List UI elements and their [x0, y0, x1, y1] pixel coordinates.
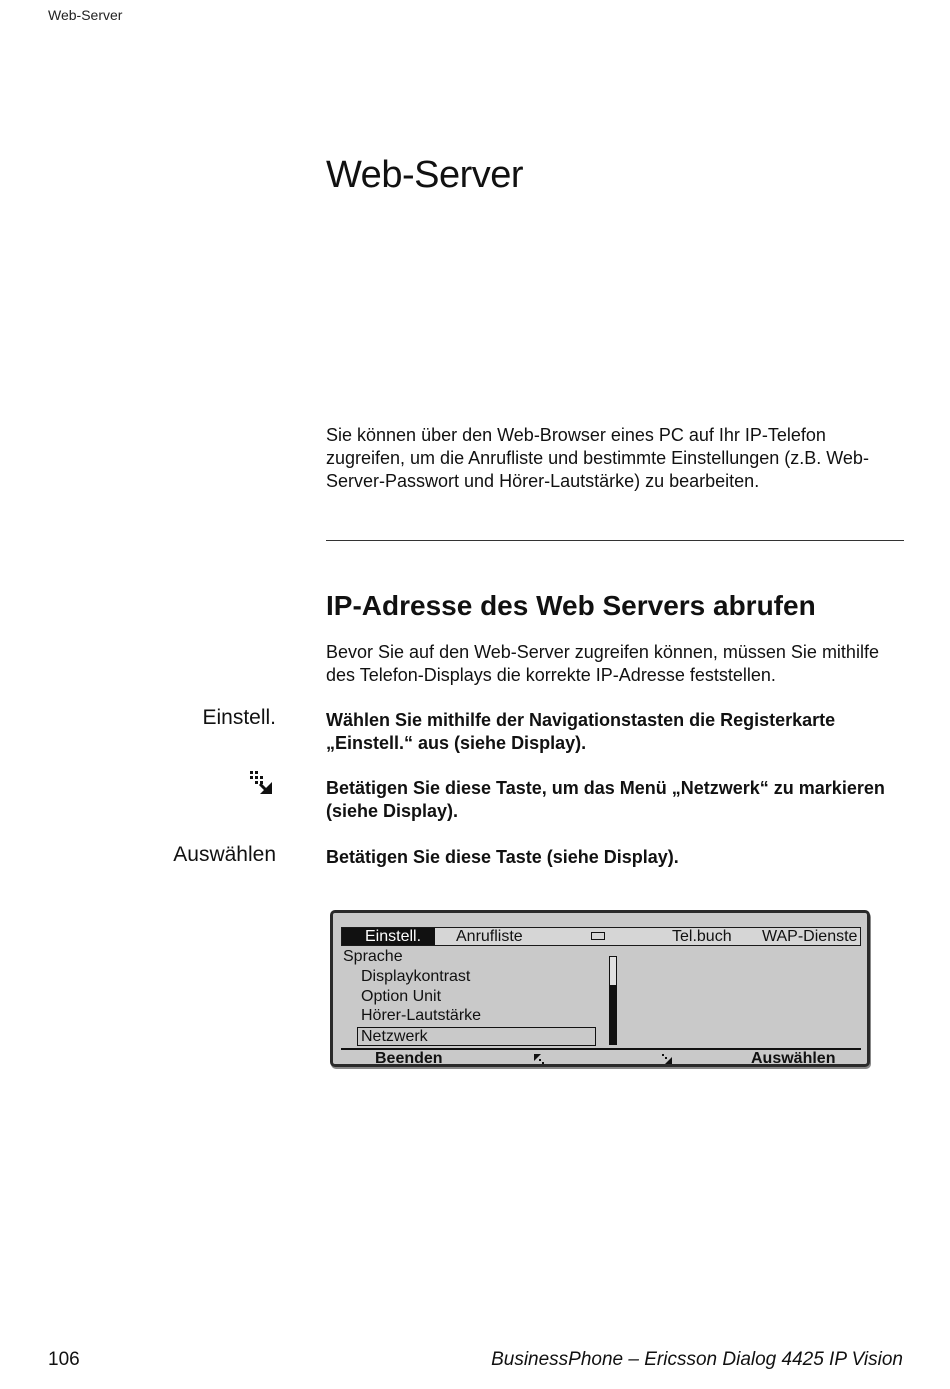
section-title: IP-Adresse des Web Servers abrufen: [326, 590, 816, 621]
step-text-2: Betätigen Sie diese Taste, um das Menü „Netzwerk“ zu markieren (siehe Display).: [326, 778, 885, 821]
step-text-3: Betätigen Sie diese Taste (siehe Display).: [326, 847, 679, 867]
display-scrollbar[interactable]: [609, 956, 617, 1045]
display-softkeys: [341, 1048, 861, 1068]
tab-einstell[interactable]: Einstell.: [342, 928, 435, 945]
tab-anrufliste[interactable]: Anrufliste: [456, 928, 523, 945]
page-title: Web-Server: [326, 154, 524, 196]
softkey-beenden[interactable]: Beenden: [375, 1050, 443, 1067]
menu-item-option-unit[interactable]: Option Unit: [361, 988, 442, 1005]
phone-display: [330, 910, 870, 1067]
phone-tab-icon[interactable]: [591, 932, 605, 940]
navigation-down-arrow-icon: [248, 769, 276, 797]
navigation-down-arrow-softkey-icon[interactable]: [661, 1053, 673, 1065]
scroll-thumb: [610, 985, 616, 1044]
menu-item-hoerer-lautstaerke[interactable]: Hörer-Lautstärke: [361, 1007, 482, 1024]
intro-paragraph: Sie können über den Web-Browser eines PC auf Ihr IP-Telefon zugreifen, um die Anrufliste und bestimmte Einstellungen (z.B. Web-Server-Passwort und Hörer-Lautstärke) zu bearbeiten.: [326, 425, 869, 491]
display-tab-bar: [341, 927, 861, 946]
menu-item-displaykontrast[interactable]: Displaykontrast: [361, 968, 471, 985]
footer-title: BusinessPhone – Ericsson Dialog 4425 IP Vision: [491, 1349, 903, 1370]
softkey-auswaehlen[interactable]: Auswählen: [751, 1050, 836, 1067]
navigation-up-arrow-icon[interactable]: [533, 1053, 545, 1065]
section-divider: [326, 540, 904, 541]
tab-wap-dienste[interactable]: WAP-Dienste: [762, 928, 858, 945]
page-number: 106: [48, 1349, 80, 1370]
step-key-auswaehlen: Auswählen: [173, 843, 276, 866]
step-text-1: Wählen Sie mithilfe der Navigationstasten die Registerkarte „Einstell.“ aus (siehe Display).: [326, 710, 836, 753]
tab-telbuch[interactable]: Tel.buch: [672, 928, 732, 945]
running-header: Web-Server: [48, 7, 123, 23]
section-paragraph: Bevor Sie auf den Web-Server zugreifen können, müssen Sie mithilfe des Telefon-Displays die korrekte IP-Adresse feststellen.: [326, 642, 879, 685]
menu-item-netzwerk[interactable]: Netzwerk: [357, 1027, 596, 1046]
menu-heading: Sprache: [343, 948, 403, 965]
step-key-einstell: Einstell.: [202, 706, 276, 729]
